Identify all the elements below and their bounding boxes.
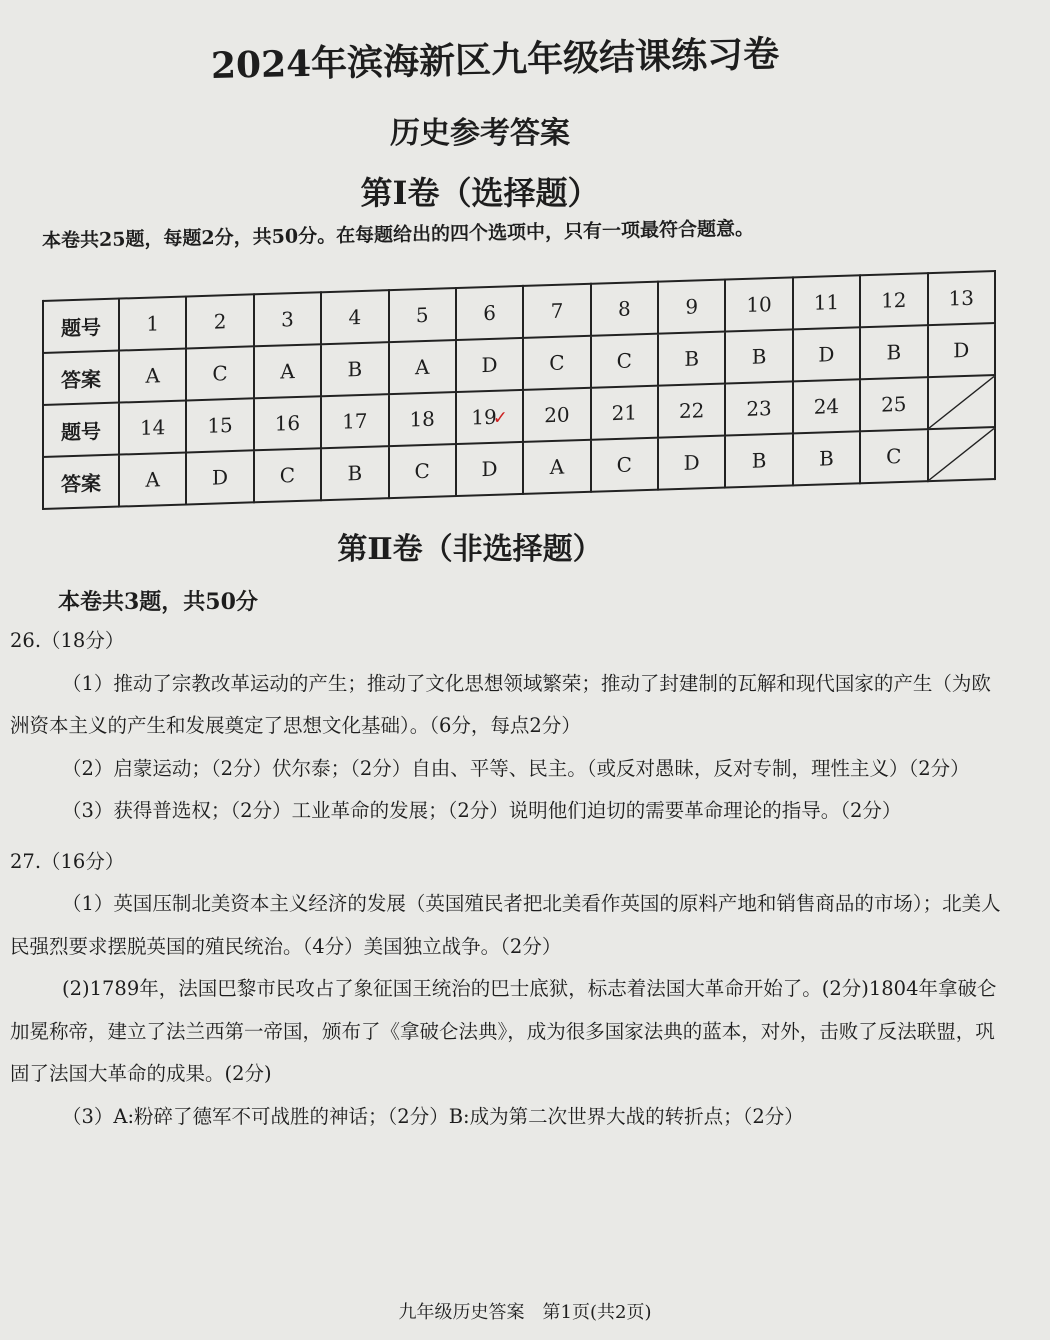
answer-value: B — [886, 339, 902, 365]
empty-cell — [928, 375, 996, 429]
answer-cell — [389, 340, 456, 394]
question-value: 18 — [409, 406, 435, 432]
answer-cell — [456, 338, 523, 392]
answer-cell — [860, 429, 927, 483]
question-value: 5 — [415, 302, 429, 328]
question-value: 25 — [881, 391, 907, 417]
q27-part3: （3）A:粉碎了德军不可战胜的神话；（2分）B:成为第二次世界大战的转折点；（2分） — [62, 1104, 804, 1128]
question-value: 8 — [617, 296, 631, 321]
answer-value: D — [212, 465, 229, 490]
answer-cell — [321, 342, 388, 396]
part2-title: 第Ⅱ卷（非选择题） — [337, 532, 603, 567]
question-value: 21 — [611, 400, 638, 426]
question-value: 19 — [471, 404, 497, 430]
answer-cell — [254, 448, 321, 502]
question-cell — [860, 273, 927, 327]
answer-value: B — [751, 344, 767, 369]
question-cell — [119, 400, 186, 454]
question-value: 15 — [207, 413, 233, 438]
question-cell — [658, 280, 725, 334]
question-cell — [321, 290, 388, 344]
answer-cell — [725, 329, 792, 383]
question-cell — [591, 386, 658, 440]
answer-cell — [928, 323, 996, 377]
part1-title: 第Ⅰ卷（选择题） — [360, 174, 600, 212]
answer-value: B — [751, 448, 767, 473]
answer-cell — [523, 440, 590, 494]
answer-row-label: 答案 — [43, 351, 119, 405]
answer-value: D — [683, 450, 700, 475]
question-value: 20 — [544, 402, 570, 428]
answer-cell — [793, 431, 860, 485]
answer-cell — [321, 446, 388, 500]
answer-value: B — [347, 356, 363, 382]
answer-value: D — [818, 342, 835, 367]
question-value: 14 — [139, 415, 166, 440]
question-cell — [321, 394, 388, 448]
question-value: 12 — [881, 287, 907, 313]
answer-cell — [523, 336, 590, 390]
question-value: 3 — [281, 307, 294, 332]
question-cell — [725, 381, 792, 435]
answer-cell — [591, 334, 658, 388]
question-cell — [389, 392, 456, 446]
question-value: 16 — [274, 410, 301, 436]
answer-cell — [658, 436, 725, 490]
answer-value: C — [549, 350, 565, 376]
q27-part2: (2)1789年，法国巴黎市民攻占了象征国王统治的巴士底狱，标志着法国大革命开始了。(2分)1804年拿破仑加冕称帝，建立了法兰西第一帝国，颁布了《拿破仑法典》，成为很多国家法典的蓝本，对外，击败了反法联盟，巩固了法国大革命的成果。(2分) — [10, 977, 997, 1085]
document-title: 2024年滨海新区九年级结课练习卷 — [210, 33, 780, 87]
question-cell — [456, 390, 523, 444]
question-cell — [254, 396, 321, 450]
answer-value: D — [953, 337, 970, 363]
answer-value: D — [481, 456, 498, 482]
answer-value: B — [819, 446, 834, 471]
answer-body — [10, 620, 1010, 1138]
answer-cell — [186, 450, 253, 504]
answer-value: D — [481, 352, 498, 378]
question-cell — [725, 277, 792, 331]
answer-value: B — [347, 460, 363, 486]
answer-cell — [186, 346, 253, 400]
q26-part2: （2）启蒙运动；（2分）伏尔泰；（2分）自由、平等、民主。（或反对愚昧，反对专制，理性主义）（2分） — [62, 756, 970, 780]
question-cell — [523, 388, 590, 442]
document-subtitle: 历史参考答案 — [390, 116, 570, 151]
q26-heading: 26.（18分） — [10, 629, 125, 652]
answer-cell — [591, 438, 658, 492]
question-value: 24 — [813, 393, 840, 419]
answer-value: C — [616, 348, 632, 373]
answer-cell — [658, 332, 725, 386]
question-value: 13 — [948, 285, 974, 311]
question-cell — [793, 275, 860, 329]
question-cell — [591, 282, 658, 336]
question-cell — [254, 292, 321, 346]
question-cell — [658, 384, 725, 438]
answer-value: C — [212, 361, 228, 386]
answer-value: C — [414, 458, 430, 484]
answer-cell — [860, 325, 927, 379]
check-mark-icon: ✓ — [492, 407, 508, 429]
part1-instruction: 本卷共25题，每题2分，共50分。在每题给出的四个选项中，只有一项最符合题意。 — [41, 217, 755, 252]
question-value: 2 — [213, 309, 227, 334]
answer-cell — [389, 444, 456, 498]
q27-part1: （1）英国压制北美资本主义经济的发展（英国殖民者把北美看作英国的原料产地和销售商品的市场）；北美人民强烈要求摆脱英国的殖民统治。（4分）美国独立战争。（2分） — [10, 892, 1001, 958]
question-value: 22 — [678, 398, 705, 423]
answer-cell — [793, 327, 860, 381]
empty-cell — [928, 427, 996, 481]
answer-value: B — [684, 346, 700, 371]
answer-value: C — [279, 463, 296, 488]
answer-cell — [725, 433, 792, 487]
question-value: 9 — [685, 294, 699, 319]
question-value: 11 — [813, 289, 840, 315]
answer-cell — [456, 442, 523, 496]
question-cell — [456, 286, 523, 340]
question-cell — [186, 398, 253, 452]
answer-cell — [254, 344, 321, 398]
answer-row-label: 答案 — [43, 455, 119, 509]
question-value: 4 — [348, 304, 362, 330]
answer-cell — [119, 348, 186, 402]
q26-part1: （1）推动了宗教改革运动的产生；推动了文化思想领域繁荣；推动了封建制的瓦解和现代国家的产生（为欧洲资本主义的产生和发展奠定了思想文化基础）。（6分，每点2分） — [10, 671, 991, 737]
question-cell — [186, 294, 253, 348]
question-value: 1 — [146, 311, 160, 336]
answer-value: A — [280, 359, 295, 384]
question-cell — [793, 379, 860, 433]
question-value: 7 — [550, 298, 564, 324]
q26-part3: （3）获得普选权；（2分）工业革命的发展；（2分）说明他们迫切的需要革命理论的指导。（2分） — [62, 799, 902, 822]
question-cell — [389, 288, 456, 342]
question-value: 10 — [746, 292, 772, 317]
question-row-label: 题号 — [43, 403, 119, 457]
page-footer: 九年级历史答案 第1页(共2页) — [398, 1302, 652, 1323]
question-cell — [523, 284, 590, 338]
answer-value: C — [616, 452, 632, 477]
answer-value: A — [145, 467, 160, 492]
answer-value: A — [414, 354, 430, 380]
question-cell — [119, 296, 186, 350]
answer-value: A — [549, 454, 565, 480]
question-cell — [928, 271, 996, 325]
answer-table — [42, 270, 996, 510]
question-value: 23 — [746, 396, 772, 421]
answer-cell — [119, 452, 186, 506]
question-row-label: 题号 — [43, 299, 119, 353]
question-cell — [860, 377, 927, 431]
answer-value: C — [886, 443, 902, 469]
question-value: 6 — [483, 300, 496, 326]
question-value: 17 — [342, 408, 368, 434]
part2-instruction: 本卷共3题，共50分 — [58, 589, 258, 615]
q27-heading: 27.（16分） — [10, 849, 125, 873]
answer-value: A — [145, 363, 160, 388]
